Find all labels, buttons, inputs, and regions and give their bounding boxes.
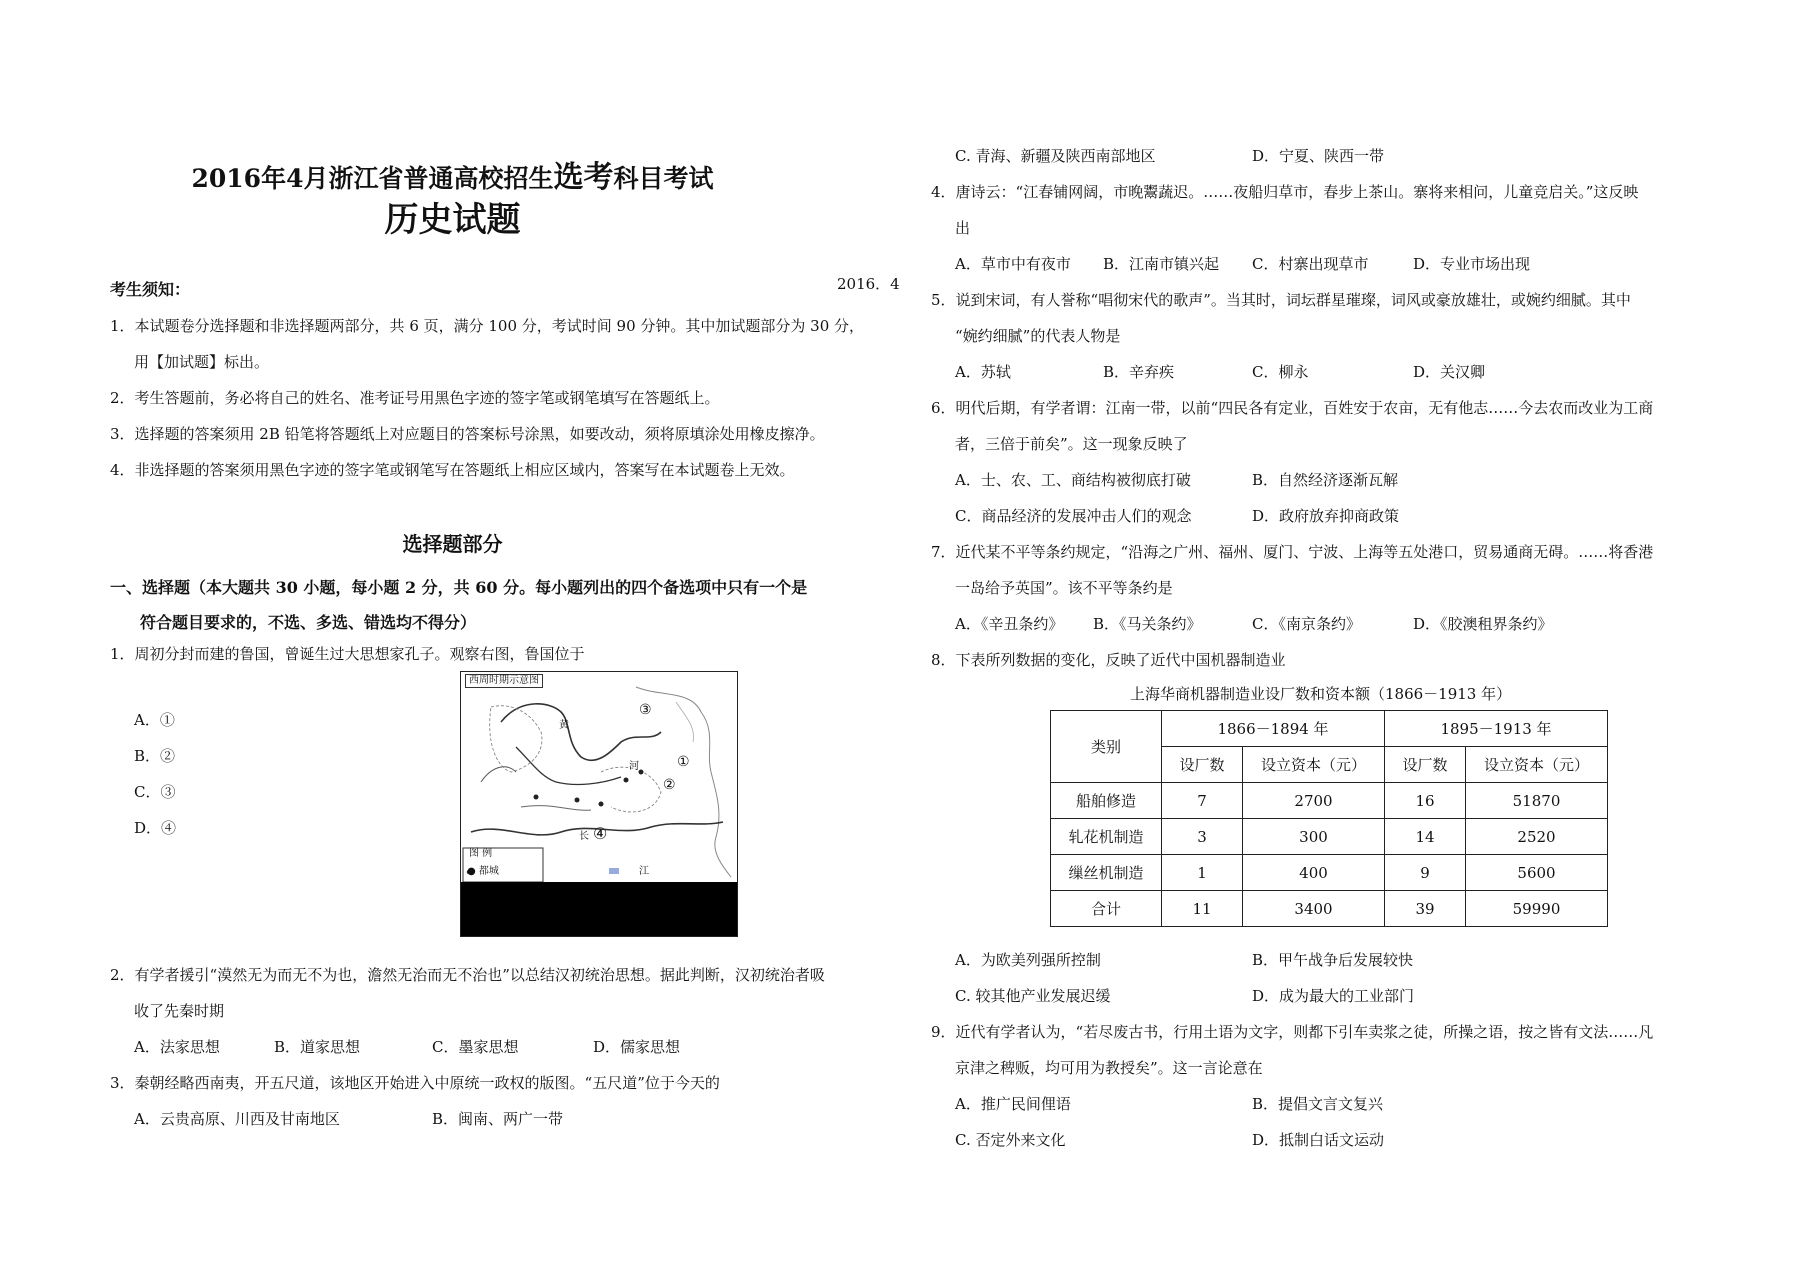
table-cell: 16 (1385, 783, 1466, 819)
title-emphasis: 选考 (553, 160, 614, 195)
option: D．宁夏、陕西一带 (1252, 147, 1385, 165)
table-header-cell: 设厂数 (1385, 747, 1466, 783)
option: D．关汉卿 (1413, 363, 1486, 381)
map-label: 河 (629, 761, 639, 772)
map-legend-title: 图 例 (469, 848, 493, 859)
option: D．专业市场出现 (1413, 255, 1531, 273)
option: A．草市中有夜市 (955, 255, 1071, 273)
data-table (1050, 710, 1608, 927)
table-row (1051, 819, 1608, 855)
right-column (905, 0, 1819, 1286)
option: D．成为最大的工业部门 (1252, 987, 1415, 1005)
option: C．③ (134, 783, 176, 801)
notice-item: 1．本试题卷分选择题和非选择题两部分，共 6 页，满分 100 分，考试时间 90 分钟。其中加试题部分为 30 分， (110, 317, 865, 335)
option: C. 青海、新疆及陕西南部地区 (955, 147, 1156, 165)
option: A．为欧美列强所控制 (955, 951, 1101, 969)
table-cell: 400 (1243, 855, 1385, 891)
table-cell: 7 (1162, 783, 1243, 819)
map-label: 黄 (559, 720, 569, 731)
table-row (1051, 891, 1608, 927)
table-row (1051, 855, 1608, 891)
table-cell: 1 (1162, 855, 1243, 891)
option: B．道家思想 (274, 1038, 361, 1056)
title-part: 月浙江省普通高校招生 (303, 164, 554, 193)
notice-heading: 考生须知： (110, 280, 191, 299)
left-column (0, 0, 905, 1286)
map-label: ② (663, 777, 676, 793)
option: D．儒家思想 (593, 1038, 681, 1056)
question-stem: 2．有学者援引“漠然无为而无不为也，澹然无治而无不治也”以总结汉初统治思想。据此判断，汉初统治者吸 (110, 966, 825, 984)
option: C．《南京条约》 (1252, 615, 1361, 633)
option: B．提倡文言文复兴 (1252, 1095, 1384, 1113)
option: A．① (134, 711, 175, 729)
question-stem: 7．近代某不平等条约规定，“沿海之广州、福州、厦门、宁波、上海等五处港口，贸易通商无碍。……将香港 (931, 543, 1654, 561)
title-part: 年 (261, 164, 287, 193)
section-title: 选择题部分 (402, 532, 503, 556)
question-stem: 8．下表所列数据的变化，反映了近代中国机器制造业 (931, 651, 1286, 669)
option: A．法家思想 (134, 1038, 220, 1056)
western-zhou-map (460, 671, 738, 937)
question-stem: 1．周初分封而建的鲁国，曾诞生过大思想家孔子。观察右图，鲁国位于 (110, 645, 585, 663)
title-year: 2016 (191, 164, 262, 193)
table-cell: 300 (1243, 819, 1385, 855)
map-title: 西周时期示意图 (465, 674, 543, 688)
map-legend-item: ● 都城 (467, 866, 499, 877)
table-cell: 合计 (1051, 891, 1162, 927)
option: B．自然经济逐渐瓦解 (1252, 471, 1399, 489)
option: A．士、农、工、商结构被彻底打破 (955, 471, 1191, 489)
option: B．闽南、两广一带 (432, 1110, 564, 1128)
map-drawing (461, 672, 737, 882)
table-cell: 3 (1162, 819, 1243, 855)
map-label: ④ (593, 824, 608, 843)
table-cell: 轧花机制造 (1051, 819, 1162, 855)
table-cell: 2700 (1243, 783, 1385, 819)
table-cell: 11 (1162, 891, 1243, 927)
table-cell: 2520 (1466, 819, 1608, 855)
table-cell: 9 (1385, 855, 1466, 891)
table-header-cell: 设立资本（元） (1243, 747, 1385, 783)
notice-item: 4．非选择题的答案须用黑色字迹的签字笔或钢笔写在答题纸上相应区域内，答案写在本试题卷上无效。 (110, 461, 795, 479)
table-header-cell: 1866－1894 年 (1162, 711, 1385, 747)
question-stem: 4．唐诗云：“江春铺网阔，市晚鬻蔬迟。……夜船归草市，春步上茶山。寨将来相问，儿童竞启关。”这反映 (931, 183, 1639, 201)
table-cell: 5600 (1466, 855, 1608, 891)
table-row (1051, 783, 1608, 819)
question-stem: “婉约细腻”的代表人物是 (955, 327, 1121, 345)
table-header-cell: 1895－1913 年 (1385, 711, 1608, 747)
title-month: 4 (286, 164, 304, 193)
table-cell: 3400 (1243, 891, 1385, 927)
map-label: ③ (639, 702, 652, 718)
option: A．云贵高原、川西及甘南地区 (134, 1110, 340, 1128)
option: D．抵制白话文运动 (1252, 1131, 1385, 1149)
option: C．墨家思想 (432, 1038, 519, 1056)
question-stem: 9．近代有学者认为，“若尽废古书，行用土语为文字，则都下引车卖浆之徒，所操之语，按之皆有文法……凡 (931, 1023, 1654, 1041)
table-header-cell: 类别 (1051, 711, 1162, 783)
exam-subtitle: 历史试题 (384, 200, 521, 240)
table-cell: 39 (1385, 891, 1466, 927)
option: C. 否定外来文化 (955, 1131, 1066, 1149)
title-part: 科目考试 (613, 164, 714, 193)
option: C．村寨出现草市 (1252, 255, 1369, 273)
question-stem: 5．说到宋词，有人誉称“唱彻宋代的歌声”。当其时，词坛群星璀璨，词风或豪放雄壮，或婉约细腻。其中 (931, 291, 1631, 309)
map-label: ① (677, 754, 690, 770)
table-header-row (1051, 711, 1608, 747)
option: C．柳永 (1252, 363, 1309, 381)
section-instructions: 一、选择题（本大题共 30 小题，每小题 2 分，共 60 分。每小题列出的四个备选项中只有一个是 (110, 578, 808, 597)
notice-item: 用【加试题】标出。 (134, 353, 270, 371)
option: B．辛弃疾 (1103, 363, 1175, 381)
option: D．政府放弃抑商政策 (1252, 507, 1400, 525)
table-cell: 14 (1385, 819, 1466, 855)
option: C．商品经济的发展冲击人们的观念 (955, 507, 1192, 525)
table-cell: 51870 (1466, 783, 1608, 819)
section-instructions: 符合题目要求的，不选、多选、错选均不得分） (140, 613, 477, 632)
option: B．《马关条约》 (1093, 615, 1202, 633)
question-stem: 3．秦朝经略西南夷，开五尺道，该地区开始进入中原统一政权的版图。“五尺道”位于今天的 (110, 1074, 720, 1092)
question-stem: 收了先秦时期 (134, 1002, 225, 1020)
option: D．④ (134, 819, 177, 837)
table-cell: 缫丝机制造 (1051, 855, 1162, 891)
map-redaction-block (461, 882, 737, 936)
option: A．苏轼 (955, 363, 1011, 381)
option: B．② (134, 747, 176, 765)
option: C. 较其他产业发展迟缓 (955, 987, 1111, 1005)
notice-item: 2．考生答题前，务必将自己的姓名、准考证号用黑色字迹的签字笔或钢笔填写在答题纸上。 (110, 389, 720, 407)
exam-title (0, 152, 905, 196)
option: B．江南市镇兴起 (1103, 255, 1220, 273)
question-stem: 6．明代后期，有学者谓：江南一带，以前“四民各有定业，百姓安于农亩，无有他志……今去农而改业为工商 (931, 399, 1654, 417)
table-header-cell: 设厂数 (1162, 747, 1243, 783)
notice-item: 3．选择题的答案须用 2B 铅笔将答题纸上对应题目的答案标号涂黑，如要改动，须将原填涂处用橡皮擦净。 (110, 425, 825, 443)
table-header-cell: 设立资本（元） (1466, 747, 1608, 783)
option: A．《辛丑条约》 (955, 615, 1064, 633)
table-cell: 船舶修造 (1051, 783, 1162, 819)
table-caption: 上海华商机器制造业设厂数和资本额（1866－1913 年） (1130, 685, 1512, 703)
map-label: 江 (639, 866, 649, 877)
question-stem: 出 (955, 219, 971, 237)
option: D．《胶澳租界条约》 (1413, 615, 1553, 633)
question-stem: 京津之稗贩，均可用为教授矣”。这一言论意在 (955, 1059, 1263, 1077)
question-stem: 一岛给予英国”。该不平等条约是 (955, 579, 1173, 597)
map-label: 长 (579, 831, 589, 842)
option: A．推广民间俚语 (955, 1095, 1071, 1113)
option: B．甲午战争后发展较快 (1252, 951, 1414, 969)
question-stem: 者，三倍于前矣”。这一现象反映了 (955, 435, 1188, 453)
exam-date: 2016．4 (837, 275, 900, 293)
table-cell: 59990 (1466, 891, 1608, 927)
